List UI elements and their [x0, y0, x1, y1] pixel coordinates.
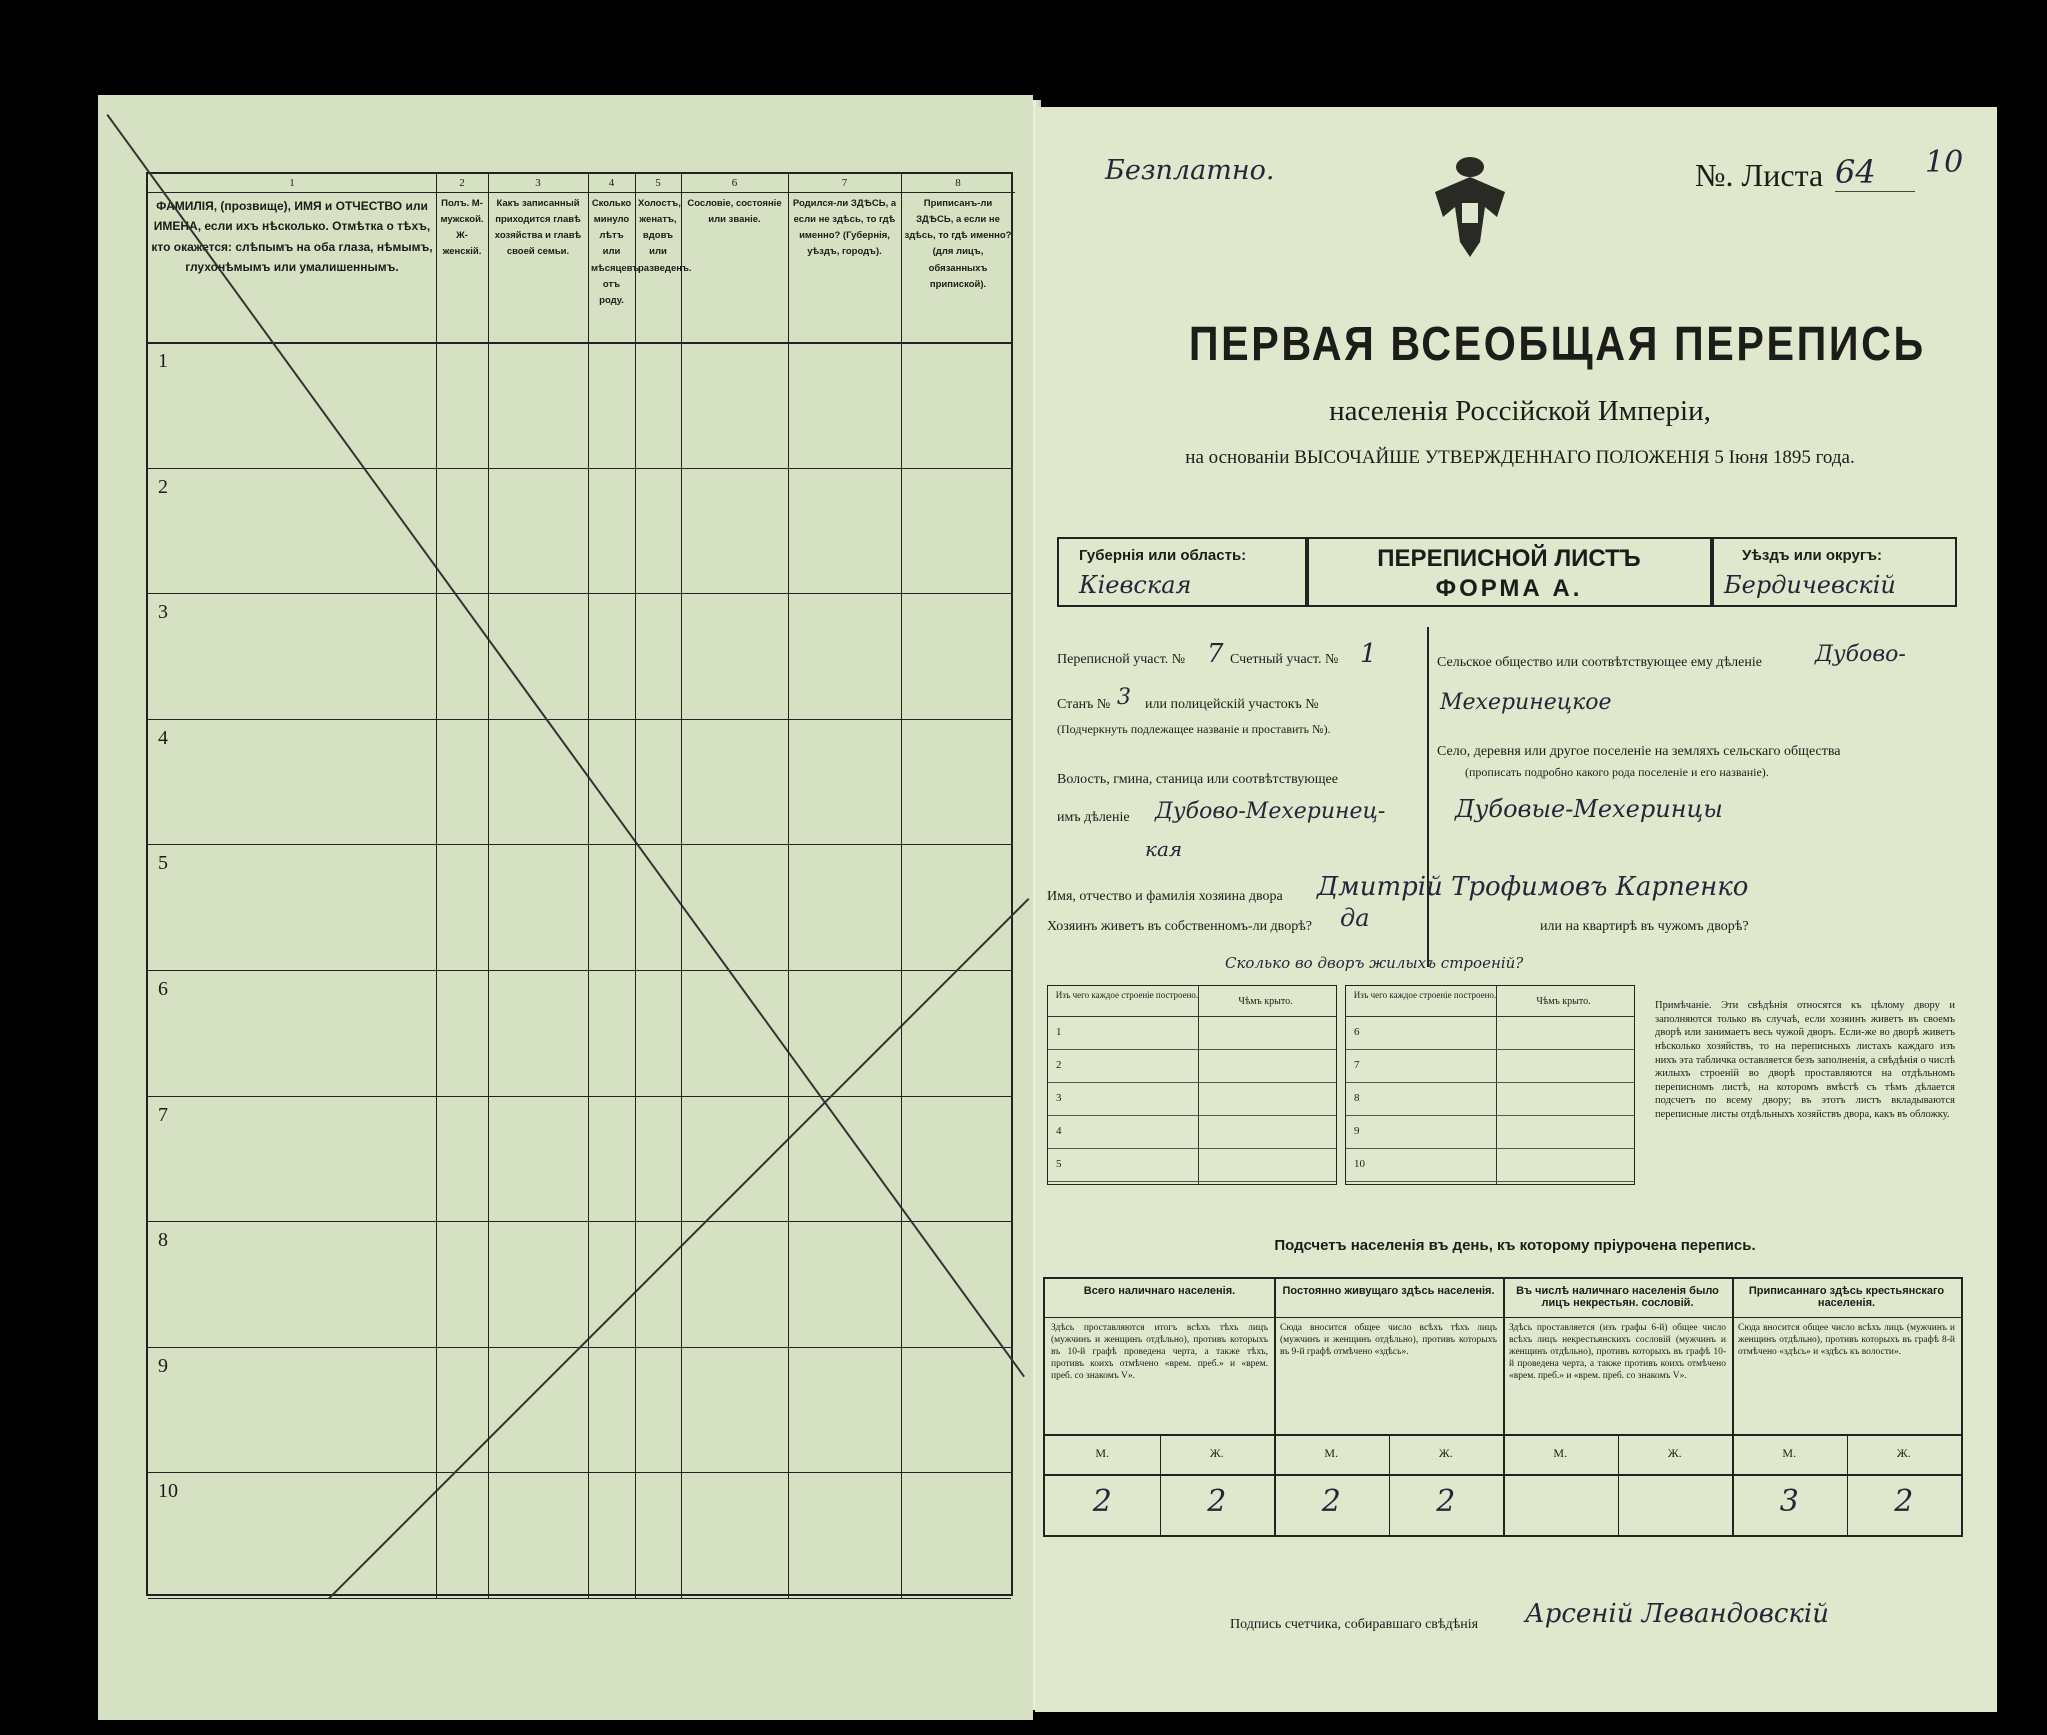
uezd-value: Бердичевскій — [1724, 571, 1896, 599]
count-group-head: Приписаннаго здѣсь крестьянскаго населенія. — [1748, 1285, 1945, 1309]
basis-line: на основаніи ВЫСОЧАЙШЕ УТВЕРЖДЕННАГО ПОЛОЖЕНІЯ 5 Іюня 1895 года. — [1185, 447, 1855, 468]
table-row — [148, 970, 1011, 1097]
gubernia-box — [1057, 537, 1307, 607]
column-divider — [901, 174, 902, 1598]
rented-yard-label: или на квартирѣ въ чужомъ дворѣ? — [1540, 919, 1749, 934]
village-label: Село, деревня или другое поселеніе на земляхъ сельскаго общества — [1437, 744, 1841, 759]
row-number: 3 — [158, 601, 168, 624]
column-divider — [488, 174, 489, 1598]
buildings-row-line — [1048, 1148, 1336, 1149]
free-label: Безплатно. — [1105, 155, 1275, 186]
table-row — [148, 1472, 1011, 1599]
buildings-head-divider — [1048, 1016, 1336, 1017]
row-number: 7 — [158, 1103, 168, 1126]
buildings-header-material: Изъ чего каждое строеніе построено. — [1055, 990, 1199, 1000]
own-yard-label: Хозяинъ живетъ въ собственномъ-ли дворѣ? — [1047, 919, 1313, 934]
form-title-box — [1307, 537, 1712, 607]
count-group-desc: Здѣсь проставляется (изъ графы 6-й) общее число всѣхъ лицъ некрестьянскихъ сословій (мужчинъ и женщинъ отдѣльно), противъ которыхъ въ графѣ 10-й проведена черта, а также противъ коихъ отмѣчено «врем. преб.» и «врем. преб. со знакомъ V». — [1509, 1323, 1726, 1381]
buildings-note: Примѣчаніе. Эти свѣдѣнія относятся къ цѣлому двору и заполняются только въ случаѣ, если хозяинъ живетъ въ своемъ дворѣ или занимаетъ весь чужой дворъ. Если-же во дворѣ живетъ нѣсколько хозяйствъ, то на переписныхъ листахъ каждаго изъ нихъ эта табличка оставляется безъ заполненія, а свѣдѣнія о числѣ жилыхъ строеній во дворѣ проставляются на отдѣльномъ переписномъ листѣ, на которомъ вмѣстѣ съ тѣмъ дѣлается подсчетъ по всему двору; въ этотъ листъ вкладываются переписные листы отдѣльныхъ хозяйствъ двора, какъ въ обложку. — [1655, 1000, 1955, 1121]
count-group-head: Въ числѣ наличнаго населенія было лицъ некрестьян. сословій. — [1516, 1285, 1719, 1309]
volost-value-line2: кая — [1145, 837, 1183, 861]
buildings-table-right — [1345, 985, 1635, 1185]
buildings-row-line — [1346, 1115, 1634, 1116]
form-subtitle: ФОРМА А. — [1435, 575, 1583, 602]
female-count: 2 — [1436, 1484, 1456, 1519]
volost-label-line1: Волость, гмина, станица или соотвѣтствующее — [1057, 772, 1338, 787]
female-label: Ж. — [1209, 1446, 1224, 1460]
column-divider — [681, 174, 682, 1598]
female-label: Ж. — [1667, 1446, 1682, 1460]
table-row — [148, 1221, 1011, 1348]
sheet-number-value: 64 — [1835, 153, 1876, 191]
corner-number: 10 — [1925, 145, 1964, 180]
male-count: 3 — [1779, 1484, 1799, 1519]
block-divider-vertical — [1427, 627, 1429, 967]
count-title: Подсчетъ населенія въ день, къ которому пріурочена перепись. — [1274, 1237, 1756, 1254]
stan-label: Станъ № — [1057, 697, 1111, 712]
buildings-row-line — [1048, 1115, 1336, 1116]
column-header: ФАМИЛІЯ, (прозвище), ИМЯ и ОТЧЕСТВО или ИМЕНА, если ихъ нѣсколько. Отмѣтка о тѣхъ, кто окажется: слѣпымъ на оба глаза, нѣмымъ, глухонѣмымъ или умалишеннымъ. — [151, 199, 433, 275]
row-number: 8 — [158, 1229, 168, 1252]
column-header: Холостъ, женатъ, вдовъ или разведенъ. — [638, 198, 692, 274]
buildings-row-number: 3 — [1056, 1092, 1062, 1104]
signature-value: Арсеній Левандовскій — [1525, 1599, 1829, 1629]
male-count: 2 — [1321, 1484, 1341, 1519]
column-number: 2 — [436, 174, 488, 193]
buildings-header-roof: Чѣмъ крыто. — [1536, 996, 1591, 1007]
underline-note: (Подчеркнуть подлежащее названіе и проставить №). — [1057, 722, 1331, 736]
society-value-line1: Дубово- — [1815, 642, 1906, 667]
census-district-label: Переписной участ. № — [1057, 652, 1186, 667]
column-header: Полъ. М-мужской. Ж-женскій. — [440, 198, 484, 258]
table-row — [148, 719, 1011, 846]
table-row — [148, 342, 1011, 469]
buildings-row-line — [1346, 1181, 1634, 1182]
male-count: 2 — [1092, 1484, 1112, 1519]
female-label: Ж. — [1438, 1446, 1453, 1460]
owner-value: Дмитрій Трофимовъ Карпенко — [1317, 872, 1749, 902]
buildings-row-number: 10 — [1354, 1158, 1365, 1170]
buildings-row-number: 2 — [1056, 1059, 1062, 1071]
count-district-value: 1 — [1360, 639, 1377, 669]
male-label: М. — [1324, 1446, 1339, 1460]
buildings-row-number: 7 — [1354, 1059, 1360, 1071]
count-group-desc: Сюда вносится общее число всѣхъ лицъ (мужчинъ и женщинъ отдѣльно), противъ которыхъ въ графѣ 8-й отмѣчено «здѣсь» и «здѣсь къ волости». — [1738, 1323, 1955, 1357]
census-district-value: 7 — [1207, 639, 1224, 669]
buildings-head-divider — [1346, 1016, 1634, 1017]
column-divider — [436, 174, 437, 1598]
row-number: 1 — [158, 350, 168, 372]
buildings-row-number: 1 — [1056, 1026, 1062, 1038]
volost-value-line1: Дубово-Мехеринец- — [1155, 799, 1386, 824]
table-row — [148, 844, 1011, 971]
buildings-row-line — [1346, 1148, 1634, 1149]
buildings-row-line — [1048, 1049, 1336, 1050]
gubernia-value: Кіевская — [1079, 571, 1192, 599]
table-row — [148, 468, 1011, 595]
count-group-desc: Сюда вносится общее число всѣхъ тѣхъ лицъ (мужчинъ и женщинъ отдѣльно), противъ которыхъ въ 9-й графѣ отмѣчено «здѣсь». — [1280, 1323, 1497, 1357]
gubernia-label: Губернія или область: — [1079, 547, 1247, 564]
sheet-number-label: №. Листа — [1695, 157, 1824, 193]
count-head-divider — [1045, 1317, 1961, 1318]
page-title: ПЕРВАЯ ВСЕОБЩАЯ ПЕРЕПИСЬ — [1188, 318, 1926, 371]
row-number: 4 — [158, 726, 168, 749]
female-label: Ж. — [1896, 1446, 1911, 1460]
police-district-label: или полицейскій участокъ № — [1145, 697, 1319, 712]
uezd-box — [1712, 537, 1957, 607]
row-number: 10 — [158, 1480, 178, 1503]
buildings-row-line — [1346, 1082, 1634, 1083]
count-sub-divider — [1045, 1474, 1961, 1476]
household-members-table — [146, 172, 1013, 1596]
buildings-row-line — [1048, 1181, 1336, 1182]
count-district-label: Счетный участ. № — [1230, 652, 1339, 667]
column-number: 6 — [681, 174, 788, 193]
owner-label: Имя, отчество и фамилія хозяина двора — [1047, 889, 1283, 904]
table-row — [148, 593, 1011, 720]
left-page — [98, 95, 1033, 1720]
buildings-row-number: 9 — [1354, 1125, 1360, 1137]
buildings-row-number: 6 — [1354, 1026, 1360, 1038]
count-group-head: Постоянно живущаго здѣсь населенія. — [1282, 1285, 1495, 1297]
male-label: М. — [1553, 1446, 1568, 1460]
column-number: 8 — [901, 174, 1015, 193]
population-count-table — [1043, 1277, 1963, 1537]
column-divider — [788, 174, 789, 1598]
female-count: 2 — [1894, 1484, 1914, 1519]
count-group-head: Всего наличнаго населенія. — [1083, 1285, 1236, 1297]
male-label: М. — [1095, 1446, 1110, 1460]
column-header: Приписанъ-ли ЗДѢСЬ, а если не здѣсь, то гдѣ именно? (для лицъ, обязанныхъ припиской). — [904, 198, 1012, 290]
sheet-number-line — [1835, 191, 1915, 192]
buildings-row-number: 5 — [1056, 1158, 1062, 1170]
row-number: 6 — [158, 978, 168, 1000]
table-row — [148, 1096, 1011, 1223]
mf-divider — [1618, 1434, 1619, 1535]
column-number: 1 — [148, 174, 436, 193]
column-number: 7 — [788, 174, 901, 193]
signature-label: Подпись счетчика, собиравшаго свѣдѣнія — [1230, 1617, 1479, 1632]
column-header: Сословіе, состояніе или званіе. — [687, 198, 782, 226]
row-number: 9 — [158, 1354, 168, 1377]
column-divider — [635, 174, 636, 1598]
row-number: 5 — [158, 852, 168, 875]
table-row — [148, 1347, 1011, 1474]
column-number: 5 — [635, 174, 681, 193]
row-number: 2 — [158, 475, 168, 498]
count-sub-divider — [1045, 1434, 1961, 1436]
society-label: Сельское общество или соотвѣтствующее ему дѣленіе — [1437, 655, 1762, 670]
buildings-row-number: 8 — [1354, 1092, 1360, 1104]
table-header — [148, 174, 1011, 344]
column-number: 4 — [588, 174, 635, 193]
column-header: Какъ записанный приходится главѣ хозяйства и главѣ своей семьи. — [494, 198, 582, 258]
stan-value: 3 — [1117, 685, 1131, 710]
column-number: 3 — [488, 174, 588, 193]
buildings-header-roof: Чѣмъ крыто. — [1238, 996, 1293, 1007]
buildings-row-line — [1346, 1049, 1634, 1050]
buildings-header-material: Изъ чего каждое строеніе построено. — [1353, 990, 1497, 1000]
page-subtitle: населенія Россійской Имперіи, — [1329, 395, 1711, 427]
column-header: Сколько минуло лѣтъ или мѣсяцевъ отъ роду. — [591, 198, 640, 306]
volost-label-line2: имъ дѣленіе — [1057, 810, 1130, 825]
own-yard-value: да — [1340, 904, 1370, 932]
buildings-row-line — [1048, 1082, 1336, 1083]
uezd-label: Уѣздъ или округъ: — [1742, 547, 1883, 564]
form-title: ПЕРЕПИСНОЙ ЛИСТЪ — [1377, 545, 1641, 572]
male-label: М. — [1782, 1446, 1797, 1460]
imperial-eagle-emblem — [1425, 147, 1515, 267]
right-page — [1035, 107, 1997, 1712]
buildings-row-number: 4 — [1056, 1125, 1062, 1137]
village-value: Дубовые-Мехеринцы — [1455, 795, 1723, 823]
society-value-line2: Мехеринецкое — [1440, 690, 1612, 715]
column-header: Родился-ли ЗДѢСЬ, а если не здѣсь, то гдѣ именно? (Губернія, уѣздъ, городъ). — [792, 198, 897, 258]
village-note: (прописать подробно какого рода поселеніе и его названіе). — [1465, 765, 1769, 779]
buildings-label: Сколько во дворъ жилыхъ строеній? — [1225, 954, 1524, 972]
buildings-table-left — [1047, 985, 1337, 1185]
column-divider — [588, 174, 589, 1598]
female-count: 2 — [1207, 1484, 1227, 1519]
count-group-desc: Здѣсь проставляются итогъ всѣхъ тѣхъ лицъ (мужчинъ и женщинъ отдѣльно), противъ которыхъ въ 10-й графѣ проведена черта, а также тѣхъ, противъ коихъ отмѣчено «врем. преб.» и «врем. преб. со знакомъ V». — [1051, 1323, 1268, 1381]
